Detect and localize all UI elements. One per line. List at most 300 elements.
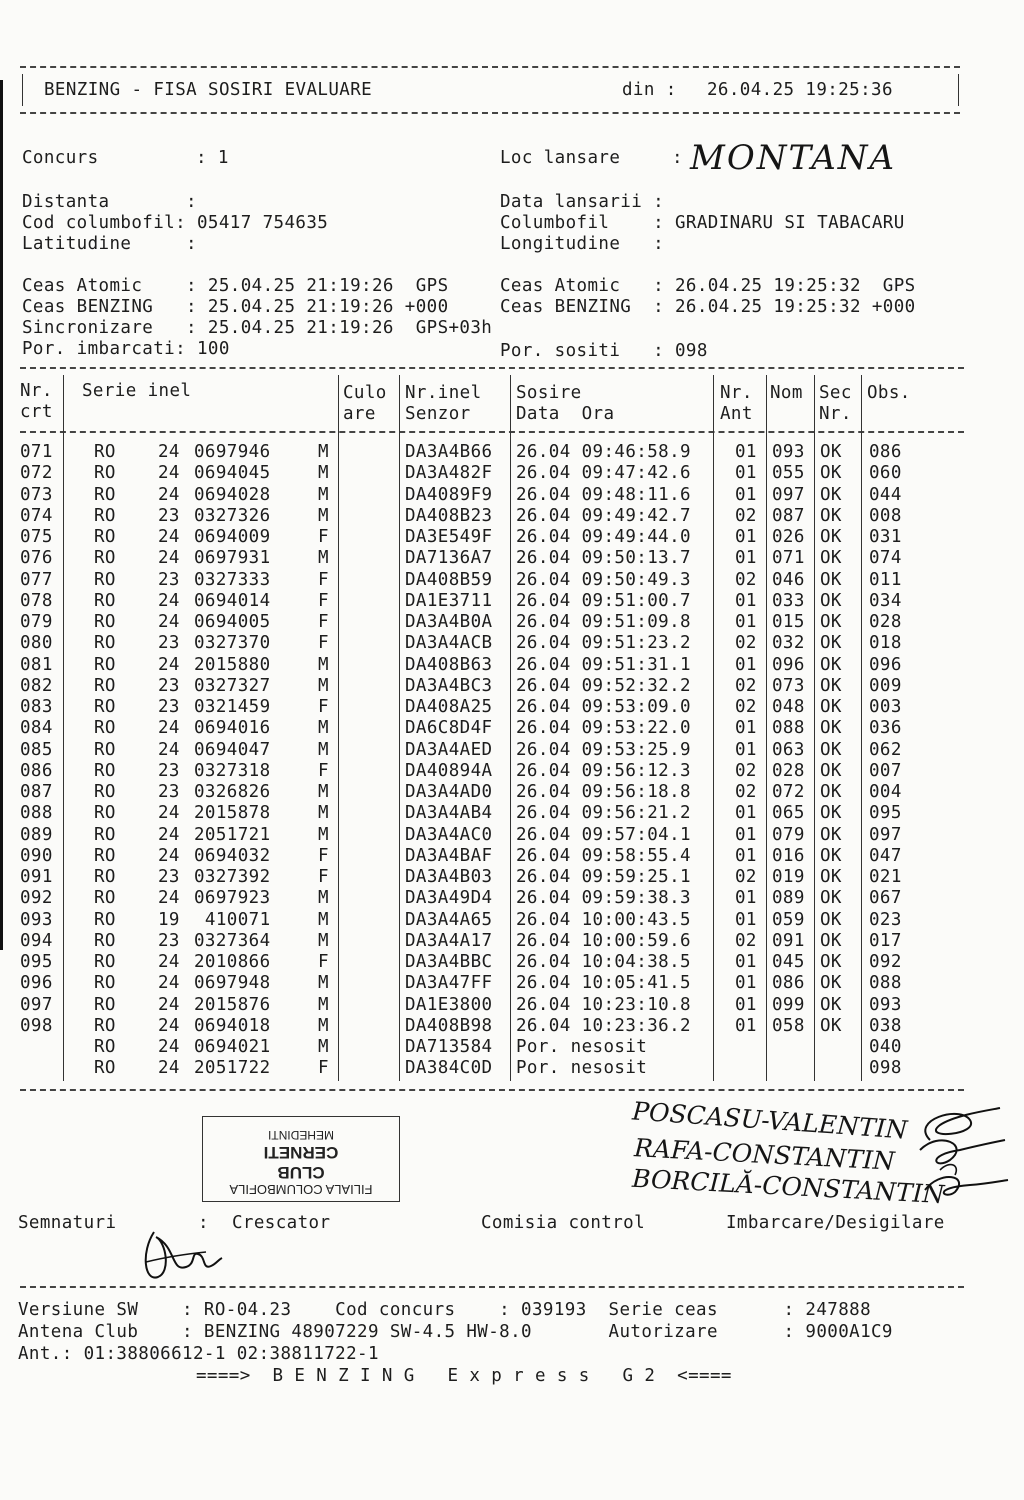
cell-tara: RO	[94, 909, 116, 930]
cell-nr: 077	[20, 569, 53, 590]
cell-an: 23	[158, 505, 180, 526]
cell-nr: 088	[20, 803, 53, 824]
header-bottom-rule	[20, 112, 960, 114]
cell-nom: 019	[772, 867, 805, 887]
cell-senzor: DA384C0D	[405, 1058, 493, 1079]
cell-sosire: 26.04 09:50:49.3	[516, 569, 691, 590]
distanta-line: Distanta :	[22, 192, 197, 212]
cell-an: 23	[158, 675, 180, 696]
cell-ant: 01	[735, 803, 757, 824]
cell-inel: 2010866	[194, 952, 271, 972]
footer-rule	[20, 1286, 964, 1288]
cell-senzor: DA713584	[405, 1037, 493, 1057]
concurs-label: Concurs	[22, 148, 99, 168]
table-bottom-rule	[20, 1089, 964, 1091]
cell-nr: 093	[20, 909, 53, 930]
cell-sec: OK	[820, 718, 842, 739]
cell-obs: 023	[869, 909, 902, 930]
cell-sec: OK	[820, 909, 842, 930]
cell-sex: M	[318, 930, 329, 951]
cell-sec: OK	[820, 442, 842, 462]
cell-sosire: 26.04 10:04:38.5	[516, 952, 691, 972]
cell-senzor: DA7136A7	[405, 548, 493, 569]
cell-obs: 003	[869, 697, 902, 717]
cell-an: 23	[158, 760, 180, 781]
cell-sex: F	[318, 697, 329, 717]
cell-inel: 0327364	[194, 930, 271, 951]
cell-tara: RO	[94, 888, 116, 909]
cell-sex: M	[318, 1015, 329, 1036]
sincronizare-line: Sincronizare : 25.04.25 21:19:26 GPS+03h	[22, 318, 493, 338]
cell-senzor: DA408A25	[405, 697, 493, 717]
cell-inel: 0694009	[194, 527, 271, 547]
cell-obs: 011	[869, 569, 902, 590]
cell-sex: F	[318, 845, 329, 866]
col-header-culo: Culo	[343, 383, 387, 403]
cell-sex: M	[318, 909, 329, 930]
cell-sex: F	[318, 760, 329, 781]
cell-inel: 0321459	[194, 697, 271, 717]
cell-sex: M	[318, 782, 329, 802]
cell-nom: 045	[772, 952, 805, 972]
cell-senzor: DA3A4B0A	[405, 612, 493, 632]
cell-inel: 0694032	[194, 845, 271, 866]
cell-sec: OK	[820, 697, 842, 717]
cell-sosire: 26.04 09:56:21.2	[516, 803, 691, 824]
cell-sex: F	[318, 527, 329, 547]
col-divider-nom	[814, 375, 815, 1081]
cell-sec: OK	[820, 675, 842, 696]
cell-inel: 0697948	[194, 973, 271, 994]
col-divider-senzor	[510, 375, 511, 1081]
header-right-border	[958, 74, 959, 106]
cell-sex: F	[318, 1058, 329, 1079]
cell-nr: 097	[20, 994, 53, 1015]
cell-sec: OK	[820, 590, 842, 611]
cell-an: 23	[158, 633, 180, 654]
cell-ant: 02	[735, 633, 757, 654]
cell-obs: 034	[869, 590, 902, 611]
cell-nom: 046	[772, 569, 805, 590]
table-top-rule	[20, 367, 964, 369]
cell-senzor: DA3A4A65	[405, 909, 493, 930]
cell-sosire: 26.04 09:57:04.1	[516, 824, 691, 845]
cell-obs: 060	[869, 463, 902, 484]
cell-sex: M	[318, 1037, 329, 1057]
cell-obs: 017	[869, 930, 902, 951]
cell-inel: 0327318	[194, 760, 271, 781]
cell-obs: 040	[869, 1037, 902, 1057]
cell-sex: M	[318, 973, 329, 994]
cell-senzor: DA3E549F	[405, 527, 493, 547]
cell-obs: 088	[869, 973, 902, 994]
cell-sosire: 26.04 09:51:00.7	[516, 590, 691, 611]
cell-tara: RO	[94, 782, 116, 802]
cell-sosire: Por. nesosit	[516, 1058, 648, 1079]
cell-senzor: DA408B59	[405, 569, 493, 590]
cell-tara: RO	[94, 654, 116, 675]
cell-ant: 01	[735, 1015, 757, 1036]
cell-inel: 0694028	[194, 484, 271, 505]
cell-sec: OK	[820, 845, 842, 866]
cell-ant: 01	[735, 654, 757, 675]
data-lansarii-line: Data lansarii :	[500, 192, 665, 212]
cell-sex: M	[318, 888, 329, 909]
cell-nr: 089	[20, 824, 53, 845]
cell-sec: OK	[820, 569, 842, 590]
cell-an: 24	[158, 654, 180, 675]
cell-obs: 096	[869, 654, 902, 675]
cell-an: 24	[158, 484, 180, 505]
cell-nr: 087	[20, 782, 53, 802]
col-divider-ant	[766, 375, 767, 1081]
cell-ant: 01	[735, 590, 757, 611]
stamp-line-3: CERNETI	[263, 1143, 339, 1162]
handwritten-name-2: RAFA-CONSTANTIN	[633, 1133, 896, 1176]
din-label: din :	[622, 80, 677, 100]
cell-sex: M	[318, 994, 329, 1015]
cell-senzor: DA408B23	[405, 505, 493, 526]
cell-obs: 098	[869, 1058, 902, 1079]
cell-sosire: 26.04 09:47:42.6	[516, 463, 691, 484]
footer-line-1: Versiune SW : RO-04.23 Cod concurs : 039193 Serie ceas : 247888	[18, 1300, 871, 1320]
ceas-atomic-start: Ceas Atomic : 25.04.25 21:19:26 GPS	[22, 276, 449, 296]
cell-an: 24	[158, 548, 180, 569]
cell-nom: 059	[772, 909, 805, 930]
cell-tara: RO	[94, 824, 116, 845]
cell-inel: 2051722	[194, 1058, 271, 1079]
cell-obs: 093	[869, 994, 902, 1015]
cell-tara: RO	[94, 612, 116, 632]
cell-tara: RO	[94, 697, 116, 717]
cell-inel: 0694014	[194, 590, 271, 611]
cell-nom: 088	[772, 718, 805, 739]
cell-sec: OK	[820, 867, 842, 887]
cell-ant: 01	[735, 718, 757, 739]
cell-sex: M	[318, 484, 329, 505]
col-header-crt: crt	[20, 402, 53, 422]
cell-obs: 004	[869, 782, 902, 802]
col-divider-culoare	[399, 375, 400, 1081]
longitudine-line: Longitudine :	[500, 234, 665, 254]
cell-sec: OK	[820, 463, 842, 484]
cell-sec: OK	[820, 888, 842, 909]
cell-sec: OK	[820, 1015, 842, 1036]
cell-an: 24	[158, 803, 180, 824]
cell-ant: 01	[735, 888, 757, 909]
cell-ant: 01	[735, 994, 757, 1015]
cell-ant: 01	[735, 952, 757, 972]
cell-inel: 0697923	[194, 888, 271, 909]
benzing-express-banner: ====> B E N Z I N G E x p r e s s G 2 <====	[196, 1366, 732, 1386]
cell-ant: 02	[735, 569, 757, 590]
cell-sex: F	[318, 952, 329, 972]
cell-ant: 02	[735, 930, 757, 951]
cell-obs: 036	[869, 718, 902, 739]
cell-senzor: DA3A4BC3	[405, 675, 493, 696]
cell-sosire: 26.04 09:59:38.3	[516, 888, 691, 909]
cell-nr: 072	[20, 463, 53, 484]
cell-nr: 090	[20, 845, 53, 866]
cell-ant: 01	[735, 973, 757, 994]
cell-sec: OK	[820, 633, 842, 654]
cell-senzor: DA3A482F	[405, 463, 493, 484]
cell-sosire: 26.04 09:51:09.8	[516, 612, 691, 632]
cell-obs: 097	[869, 824, 902, 845]
cell-senzor: DA3A4AC0	[405, 824, 493, 845]
cell-nr: 081	[20, 654, 53, 675]
cell-sosire: 26.04 09:53:25.9	[516, 739, 691, 760]
footer-line-3: Ant.: 01:38806612-1 02:38811722-1	[18, 1344, 379, 1364]
cell-sosire: 26.04 09:49:44.0	[516, 527, 691, 547]
col-header-obs: Obs.	[867, 383, 911, 403]
cell-sec: OK	[820, 994, 842, 1015]
col-header-data-ora: Data Ora	[516, 404, 615, 424]
col-header-sosire: Sosire	[516, 383, 582, 403]
table-header-rule	[20, 431, 964, 433]
cell-an: 24	[158, 590, 180, 611]
cell-inel: 0326826	[194, 782, 271, 802]
imbarcare-desigilare-label: Imbarcare/Desigilare	[726, 1213, 945, 1233]
scan-edge	[0, 80, 3, 950]
cell-tara: RO	[94, 442, 116, 462]
cell-nom: 063	[772, 739, 805, 760]
cell-obs: 047	[869, 845, 902, 866]
cell-sosire: 26.04 09:48:11.6	[516, 484, 691, 505]
cell-nr: 075	[20, 527, 53, 547]
cell-nom: 091	[772, 930, 805, 951]
cell-ant: 02	[735, 675, 757, 696]
cell-nom: 028	[772, 760, 805, 781]
cell-senzor: DA3A4AD0	[405, 782, 493, 802]
cell-an: 24	[158, 463, 180, 484]
latitudine-line: Latitudine :	[22, 234, 197, 254]
porumbei-imbarcati: Por. imbarcati: 100	[22, 339, 230, 359]
cell-tara: RO	[94, 527, 116, 547]
cell-inel: 0327370	[194, 633, 271, 654]
cell-sex: M	[318, 803, 329, 824]
cell-nr: 084	[20, 718, 53, 739]
col-header-nr-inel: Nr.inel	[405, 383, 482, 403]
cell-sec: OK	[820, 654, 842, 675]
cell-tara: RO	[94, 633, 116, 654]
cell-nom: 058	[772, 1015, 805, 1036]
cell-nom: 048	[772, 697, 805, 717]
col-divider-sec	[861, 375, 862, 1081]
loc-lansare-sep: :	[672, 148, 683, 168]
cell-inel: 0694005	[194, 612, 271, 632]
col-header-serie-inel: Serie inel	[82, 381, 192, 401]
ceas-benzing-end: Ceas BENZING : 26.04.25 19:25:32 +000	[500, 297, 916, 317]
cell-sosire: 26.04 09:58:55.4	[516, 845, 691, 866]
cell-ant: 02	[735, 760, 757, 781]
cell-nom: 055	[772, 463, 805, 484]
cell-sex: M	[318, 654, 329, 675]
cell-nr: 094	[20, 930, 53, 951]
document-title: BENZING - FISA SOSIRI EVALUARE	[44, 80, 373, 100]
cell-obs: 092	[869, 952, 902, 972]
cell-obs: 021	[869, 867, 902, 887]
cell-obs: 008	[869, 505, 902, 526]
cell-nom: 033	[772, 590, 805, 611]
cell-senzor: DA3A4AED	[405, 739, 493, 760]
cell-senzor: DA1E3711	[405, 590, 493, 611]
cell-nr: 083	[20, 697, 53, 717]
cell-ant: 01	[735, 463, 757, 484]
cell-nr: 071	[20, 442, 53, 462]
cell-tara: RO	[94, 569, 116, 590]
cell-senzor: DA3A4ACB	[405, 633, 493, 654]
cell-an: 24	[158, 718, 180, 739]
cell-senzor: DA3A4BBC	[405, 952, 493, 972]
cell-senzor: DA3A4BAF	[405, 845, 493, 866]
concurs-value: : 1	[196, 148, 229, 168]
cell-obs: 009	[869, 675, 902, 696]
cell-an: 23	[158, 697, 180, 717]
cell-tara: RO	[94, 590, 116, 611]
cell-inel: 0327392	[194, 867, 271, 887]
cell-an: 24	[158, 1058, 180, 1079]
semnaturi-sep: :	[198, 1213, 209, 1233]
cell-sec: OK	[820, 505, 842, 526]
col-header-nr-ant: Nr.	[720, 383, 753, 403]
loc-lansare-handwritten: MONTANA	[690, 138, 897, 178]
cell-obs: 074	[869, 548, 902, 569]
cell-an: 23	[158, 867, 180, 887]
cell-nom: 072	[772, 782, 805, 802]
cell-tara: RO	[94, 1037, 116, 1057]
cell-ant: 01	[735, 548, 757, 569]
cell-sec: OK	[820, 612, 842, 632]
cell-an: 24	[158, 845, 180, 866]
cell-senzor: DA1E3800	[405, 994, 493, 1015]
cell-senzor: DA3A4B03	[405, 867, 493, 887]
cell-sec: OK	[820, 973, 842, 994]
stamp-line-4: MEHEDINTI	[268, 1128, 334, 1142]
cell-ant: 01	[735, 527, 757, 547]
cell-obs: 044	[869, 484, 902, 505]
cell-an: 24	[158, 612, 180, 632]
cell-sec: OK	[820, 824, 842, 845]
cell-nr: 086	[20, 760, 53, 781]
cell-sec: OK	[820, 952, 842, 972]
cell-tara: RO	[94, 1015, 116, 1036]
header-top-rule	[20, 66, 960, 68]
cell-an: 23	[158, 569, 180, 590]
cell-sosire: 26.04 09:53:22.0	[516, 718, 691, 739]
cell-sex: M	[318, 718, 329, 739]
cell-an: 24	[158, 952, 180, 972]
cell-sex: F	[318, 590, 329, 611]
col-header-senzor: Senzor	[405, 404, 471, 424]
cell-an: 24	[158, 1015, 180, 1036]
cell-nom: 093	[772, 442, 805, 462]
cell-tara: RO	[94, 760, 116, 781]
stamp-line-1: FILIALA COLUMBOFILA	[229, 1182, 373, 1197]
cell-sex: M	[318, 505, 329, 526]
cell-an: 23	[158, 782, 180, 802]
cell-tara: RO	[94, 505, 116, 526]
cell-nr: 082	[20, 675, 53, 696]
cell-sosire: 26.04 09:53:09.0	[516, 697, 691, 717]
cell-nr: 085	[20, 739, 53, 760]
cell-tara: RO	[94, 675, 116, 696]
commission-signatures	[900, 1100, 1010, 1210]
cell-senzor: DA408B63	[405, 654, 493, 675]
cell-inel: 2015880	[194, 654, 271, 675]
cell-senzor: DA6C8D4F	[405, 718, 493, 739]
cell-sosire: 26.04 09:46:58.9	[516, 442, 691, 462]
cell-nom: 026	[772, 527, 805, 547]
cell-inel: 0694045	[194, 463, 271, 484]
loc-lansare-label: Loc lansare	[500, 148, 621, 168]
cell-tara: RO	[94, 994, 116, 1015]
ceas-atomic-end: Ceas Atomic : 26.04.25 19:25:32 GPS	[500, 276, 916, 296]
cell-inel: 0327326	[194, 505, 271, 526]
cell-nr: 095	[20, 952, 53, 972]
col-header-sec: Sec	[819, 383, 852, 403]
stamp-line-2: CLUB	[277, 1163, 325, 1182]
cell-sec: OK	[820, 760, 842, 781]
semnaturi-label: Semnaturi	[18, 1213, 117, 1233]
cell-sex: M	[318, 675, 329, 696]
cell-nr: 096	[20, 973, 53, 994]
cell-sosire: Por. nesosit	[516, 1037, 648, 1057]
cell-ant: 02	[735, 867, 757, 887]
cell-sec: OK	[820, 548, 842, 569]
cell-inel: 0697931	[194, 548, 271, 569]
cell-inel: 0694016	[194, 718, 271, 739]
cell-inel: 0327333	[194, 569, 271, 590]
cell-sex: M	[318, 463, 329, 484]
header-left-border	[22, 74, 23, 106]
cell-an: 24	[158, 973, 180, 994]
cell-ant: 01	[735, 484, 757, 505]
cell-sex: M	[318, 739, 329, 760]
cell-inel: 0697946	[194, 442, 271, 462]
cell-nom: 016	[772, 845, 805, 866]
cell-an: 24	[158, 824, 180, 845]
cell-sex: F	[318, 867, 329, 887]
cell-obs: 028	[869, 612, 902, 632]
cell-inel: 0694021	[194, 1037, 271, 1057]
cell-sex: F	[318, 612, 329, 632]
col-header-sec-nr: Nr.	[819, 404, 852, 424]
col-header-nom: Nom	[770, 383, 803, 403]
cell-sosire: 26.04 10:00:43.5	[516, 909, 691, 930]
cell-tara: RO	[94, 803, 116, 824]
cell-obs: 038	[869, 1015, 902, 1036]
cell-ant: 02	[735, 782, 757, 802]
cell-sex: M	[318, 548, 329, 569]
cell-sec: OK	[820, 782, 842, 802]
cell-nr: 074	[20, 505, 53, 526]
crescator-label: Crescator	[232, 1213, 331, 1233]
cell-obs: 007	[869, 760, 902, 781]
cell-ant: 01	[735, 442, 757, 462]
cell-tara: RO	[94, 463, 116, 484]
cell-tara: RO	[94, 1058, 116, 1079]
cell-tara: RO	[94, 718, 116, 739]
footer-line-2: Antena Club : BENZING 48907229 SW-4.5 HW-8.0 Autorizare : 9000A1C9	[18, 1322, 893, 1342]
cell-nom: 097	[772, 484, 805, 505]
cell-nr: 092	[20, 888, 53, 909]
breeder-signature	[136, 1222, 226, 1292]
cell-inel: 0327327	[194, 675, 271, 696]
cell-an: 24	[158, 527, 180, 547]
cell-ant: 02	[735, 505, 757, 526]
col-divider-serie	[338, 375, 339, 1081]
